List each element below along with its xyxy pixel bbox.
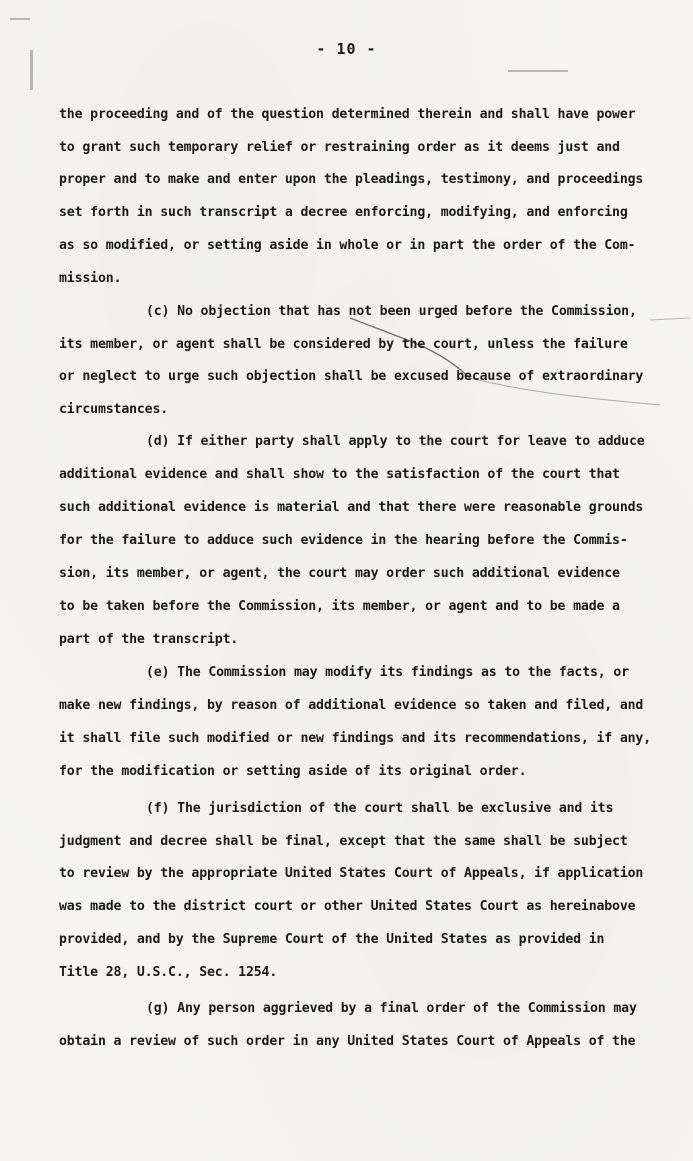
text-line: the proceeding and of the question determined therein and shall have power — [59, 107, 636, 122]
text-line: additional evidence and shall show to the satisfaction of the court that — [59, 467, 620, 482]
text-line: was made to the district court or other United States Court as hereinabove — [59, 899, 636, 914]
page-number: - 10 - — [316, 40, 377, 58]
text-line: judgment and decree shall be final, except that the same shall be subject — [59, 834, 628, 849]
text-line: set forth in such transcript a decree enforcing, modifying, and enforcing — [59, 205, 628, 220]
text-line: Title 28, U.S.C., Sec. 1254. — [59, 965, 278, 980]
margin-mark — [508, 70, 568, 72]
text-line: it shall file such modified or new findings and its recommendations, if any, — [59, 731, 652, 746]
text-line: mission. — [59, 271, 122, 286]
margin-mark — [10, 18, 30, 20]
text-line: or neglect to urge such objection shall be excused because of extraordinary — [59, 369, 644, 384]
text-line: proper and to make and enter upon the pleadings, testimony, and proceedings — [59, 172, 644, 187]
text-line: sion, its member, or agent, the court may order such additional evidence — [59, 566, 620, 581]
text-line: make new findings, by reason of additional evidence so taken and filed, and — [59, 698, 644, 713]
text-line: to review by the appropriate United States Court of Appeals, if application — [59, 866, 644, 881]
text-line: such additional evidence is material and that there were reasonable grounds — [59, 500, 644, 515]
text-line: circumstances. — [59, 402, 169, 417]
paragraph-start-f: (f) The jurisdiction of the court shall be exclusive and its — [146, 801, 614, 816]
text-line: provided, and by the Supreme Court of the United States as provided in — [59, 932, 605, 947]
paragraph-start-g: (g) Any person aggrieved by a final order of the Commission may — [146, 1001, 637, 1016]
text-line: as so modified, or setting aside in whole or in part the order of the Com- — [59, 238, 636, 253]
text-line: part of the transcript. — [59, 632, 239, 647]
text-line: for the failure to adduce such evidence in the hearing before the Commis- — [59, 533, 628, 548]
text-line: to be taken before the Commission, its member, or agent and to be made a — [59, 599, 620, 614]
text-line: its member, or agent shall be considered by the court, unless the failure — [59, 337, 628, 352]
paragraph-start-c: (c) No objection that has not been urged before the Commission, — [146, 304, 637, 319]
text-line: obtain a review of such order in any United States Court of Appeals of the — [59, 1034, 636, 1049]
paragraph-start-e: (e) The Commission may modify its findings as to the facts, or — [146, 665, 629, 680]
paragraph-start-d: (d) If either party shall apply to the court for leave to adduce — [146, 434, 645, 449]
text-line: for the modification or setting aside of its original order. — [59, 764, 527, 779]
text-line: to grant such temporary relief or restraining order as it deems just and — [59, 140, 620, 155]
